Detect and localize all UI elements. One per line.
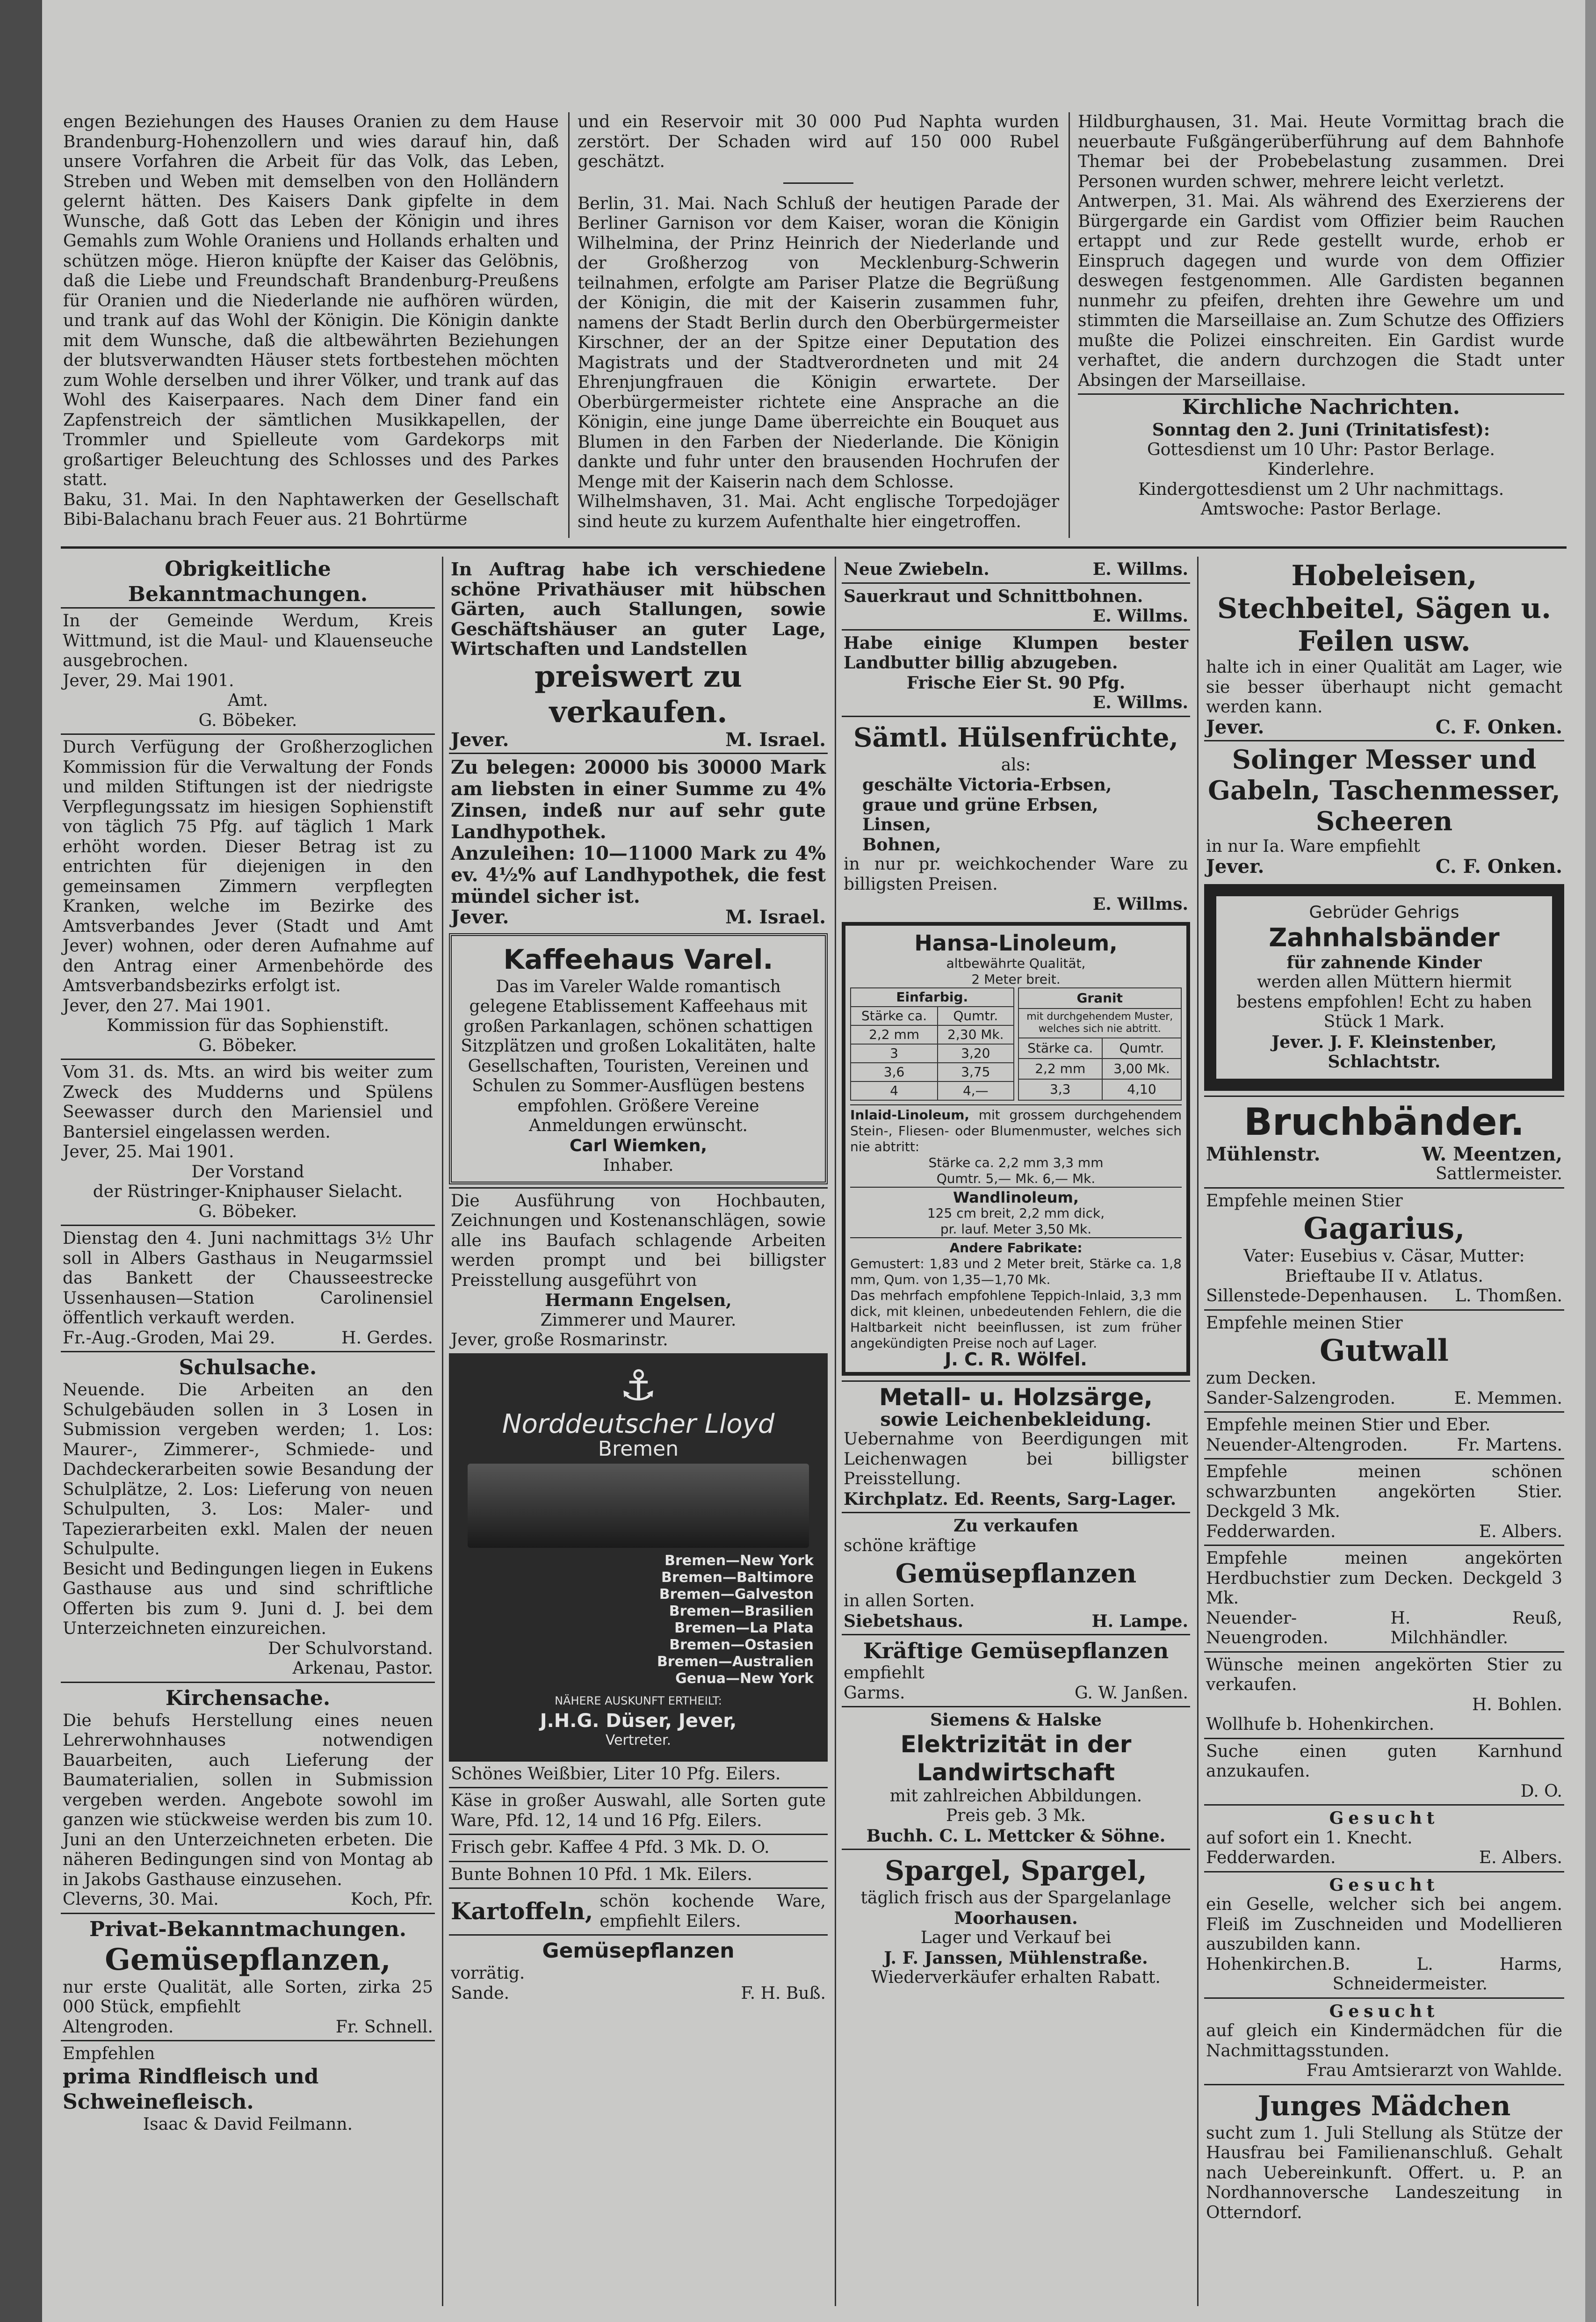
ad [842,582,1190,629]
ad-text: Empfehle meinen Stier und Eber. [1206,1415,1491,1435]
ad-text: täglich frisch aus der Spargelanlage [860,1888,1171,1908]
ad [1204,2084,1564,2226]
ad-text: Empfehle meinen Stier [1206,1191,1403,1211]
ad-text: schön kochende Ware, empfiehlt Eilers. [599,1892,826,1931]
ads-column-2 [449,557,828,2306]
ad-text: werden allen Müttern hiermit bestens empfohlen! Echt zu haben Stück 1 Mark. [1236,972,1532,1031]
ad-text: Anzuleihen: 10—11000 Mark zu 4% ev. 4½% auf Landhypothek, die fest mündel sicher ist. [451,842,826,907]
ad-text: Neue Zwiebeln. [844,559,989,579]
ad-text: Gebrüder Gehrigs [1309,903,1459,922]
anchor-icon: ⚓ [619,1361,657,1410]
notice-signature: G. Böbeker. [198,1036,297,1055]
ad-headline: Gesucht [1329,2001,1439,2021]
ad-signature: E. Willms. [1092,559,1188,579]
ad [61,2040,435,2137]
ad-signature: Kirchplatz. Ed. Reents, Sarg-Lager. [844,1489,1177,1509]
ad-signature: G. W. Janßen. [1074,1683,1188,1703]
ad-headline: Zahnhalsbänder [1269,922,1500,952]
cell: 3,3 [1018,1079,1102,1100]
ad-text: Frische Eier St. 90 Pfg. [906,673,1126,693]
table-row [1018,1059,1182,1079]
ad [842,1512,1190,1634]
ad-headline: preiswert zu verkaufen. [534,659,742,730]
ad-signature: H. Bohlen. [1472,1695,1562,1714]
ad-place: Moorhausen. [954,1908,1078,1928]
cell: 3,20 [938,1044,1013,1063]
ad-text: empfiehlt [844,1663,924,1683]
ad [1204,1187,1564,1309]
table-note: mit durchgehendem Muster, welches sich nie abtritt. [1018,1009,1182,1038]
ad-headline: Metall- u. Holzsärge, [879,1383,1153,1411]
ad-subheadline: Bremen [598,1437,679,1461]
school-title: Schulsache. [179,1356,317,1379]
ad-signature: E. Willms. [1092,894,1188,914]
ad-text: 2 Meter breit. [971,971,1061,987]
notice-signature: H. Gerdes. [341,1328,433,1348]
ad [1204,1096,1564,1187]
ad-place: Hohenkirchen. [1206,1954,1333,1974]
ad-signature: D. O. [1520,1781,1562,1801]
notice [61,1913,435,2040]
notice-signature: Der Schulvorstand. [268,1639,433,1658]
notice-org: Kommission für das Sophienstift. [106,1016,389,1035]
church-line: Kindergottesdienst um 2 Uhr nachmittags. [1138,479,1504,499]
ad-signature: Frau Amtsierarzt von Wahlde. [1306,2061,1562,2080]
list-item: Linsen, [862,815,932,834]
news-text: Wilhelmshaven, 31. Mai. Acht englische Torpedojäger sind heute zu kurzem Aufenthalte hier eingetroffen. [578,492,1059,531]
ad-place: Jever. [451,728,509,751]
ad-text: Stärke ca. 2,2 mm 3,3 mm [928,1154,1104,1170]
notice-date: Jever, 25. Mai 1901. [63,1142,234,1161]
column-rule [442,557,443,2306]
ad-headline: Spargel, Spargel, [885,1855,1147,1887]
ad [842,1380,1190,1512]
ad [449,1934,828,2006]
ad-text: nur erste Qualität, alle Sorten, zirka 25 000 Stück, empfiehlt [63,1977,433,2017]
ad-signature: E. Memmen. [1454,1388,1562,1408]
church-line: Gottesdienst um 10 Uhr: Pastor Berlage. [1147,440,1495,459]
ad-text: Suche einen guten Karnhund anzukaufen. [1206,1742,1562,1781]
ad-headline: Gagarius, [1303,1211,1465,1246]
ad-text: Qumtr. 5,— Mk. 6,— Mk. [936,1170,1096,1186]
route: Bremen—New York [664,1553,814,1569]
ad-text: Das im Vareler Walde romantisch gelegene Etablissement Kaffeehaus mit großen Parkanlagen, schönen schattigen Sitzplätzen und großen Lokalitäten, halte Gesellschaften, Touristen, Vereinen und Schulen zu Sommer-Ausflügen bestens empfohlen. Größere Vereine Anmeldungen erwünscht. [461,977,816,1135]
route: Bremen—Ostasien [669,1637,814,1653]
ads-column-4 [1204,557,1564,2306]
ad-headline: Gemüsepflanzen, [105,1942,391,1977]
table-row [851,1063,1014,1081]
ad-text: pr. lauf. Meter 3,50 Mk. [940,1221,1092,1237]
ad [449,557,828,753]
ad-signature: Carl Wiemken, [569,1136,707,1155]
ad [1204,1458,1564,1545]
ad [449,1861,828,1888]
ad-text: Wünsche meinen angekörten Stier zu verkaufen. [1206,1655,1562,1694]
ad-norddeutscher-lloyd [449,1353,828,1760]
notice-date: Jever, 29. Mai 1901. [63,671,234,690]
table-row [1018,1079,1182,1100]
ad-place: Sillenstede-Depenhausen. [1206,1286,1428,1306]
ad-headline: Solinger Messer und Gabeln, Taschenmesser, Scheeren [1208,744,1560,837]
ad-text: sucht zum 1. Juli Stellung als Stütze der Hausfrau bei Familienanschluß. Gehalt nach Uebereinkunft. Offert. u. P. an Nordhannoversche Landeszeitung in Otterndorf. [1206,2123,1562,2222]
list-item: Bohnen, [862,834,941,855]
table-title: Einfarbig. [851,988,1014,1007]
ad [842,557,1190,582]
table-row [851,1044,1014,1063]
ad-signature: E. Willms. [1092,606,1188,626]
ad-role: Inhaber. [603,1156,674,1175]
ad-text: Bunte Bohnen 10 Pfd. 1 Mk. Eilers. [451,1865,752,1884]
ad-text: 125 cm breit, 2,2 mm dick, [927,1205,1105,1221]
ad-text: Wiederverkäufer erhalten Rabatt. [871,1968,1161,1987]
private-notices-title: Privat-Bekanntmachungen. [89,1917,407,1941]
notice-text: Dienstag den 4. Juni nachmittags 3½ Uhr soll in Albers Gasthaus in Neugarmssiel das Bankett der Chausseestrecke Ussenhausen—Station Carolinensiel öffentlich verkauft werden. [63,1229,433,1328]
notice [61,733,435,1059]
ad-subheadline: Inlaid-Linoleum, [850,1107,970,1123]
ad-signature: E. Albers. [1479,1848,1562,1867]
column-rule [568,112,570,538]
ad [842,1634,1190,1706]
ad-text: Siemens & Halske [930,1710,1102,1730]
ad-headline: Bruchbänder. [1244,1100,1524,1144]
notice-signature: G. Böbeker. [198,1202,297,1221]
cell: 2,30 Mk. [938,1025,1013,1044]
church-title: Kirchliche Nachrichten. [1078,393,1564,420]
ad-signature: Fr. Schnell. [335,2017,433,2037]
ad [1204,740,1564,879]
cell: 4,— [938,1081,1013,1100]
ad-place: Fedderwarden. [1206,1522,1336,1541]
ad-subheadline: sowie Leichenbekleidung. [880,1408,1152,1430]
ad-signature: J.H.G. Düser, Jever, [540,1710,737,1732]
ad-text: als: [1001,755,1031,775]
ad-text: Zu belegen: 20000 bis 30000 Mark am liebsten in einer Summe zu 4% Zinsen, indeß nur auf sehr gute Landhypothek. [451,756,826,843]
ad-signature: L. Thomßen. [1455,1286,1562,1306]
ad [1204,1411,1564,1458]
news-column-2 [578,112,1059,538]
notice-place: Cleverns, 30. Mai. [63,1890,219,1909]
column-rule [1197,557,1199,2306]
news-text: Hildburghausen, 31. Mai. Heute Vormittag brach die neuerbaute Fußgängerüberführung auf dem Bahnhofe Themar bei der Probebelastung zusammen. Drei Personen wurden schwer, mehrere leicht verletzt. [1078,112,1564,191]
column-header: Stärke ca. [851,1007,938,1025]
ad [1204,1804,1564,1871]
cell: 3 [851,1044,938,1063]
ad-text: auf gleich ein Kindermädchen für die Nachmittagsstunden. [1206,2021,1562,2061]
ad [842,716,1190,917]
ad [449,1887,828,1934]
route-list [454,1553,823,1687]
ad-text: Sauerkraut und Schnittbohnen. [844,586,1143,606]
ad-text: in nur Ia. Ware empfiehlt [1206,837,1420,856]
cell: 2,2 mm [851,1025,938,1044]
notice [61,1225,435,1351]
column-rule [835,557,836,2306]
ad-text: Empfehlen [63,2044,155,2063]
ad-headline: Elektrizität in der Landwirtschaft [900,1730,1132,1786]
ad-headline: Hansa-Linoleum, [914,930,1118,956]
ad [1204,1309,1564,1412]
section-rule [61,546,1567,549]
column-header: Qumtr. [1102,1038,1181,1059]
route: Genua—New York [675,1670,814,1687]
ad-place: Siebetshaus. [844,1611,964,1631]
ad [842,1706,1190,1849]
route: Bremen—Brasilien [669,1603,814,1619]
ad-text: schöne kräftige [844,1536,976,1555]
ad-text: Vater: Eusebius v. Cäsar, Mutter: Brieftaube II v. Atlatus. [1243,1247,1525,1286]
ad-place: Neuender-Neuengroden. [1206,1608,1329,1647]
ad-place: Fedderwarden. [1206,1848,1336,1867]
cell: 4 [851,1081,938,1100]
notice-text: Neuende. Die Arbeiten an den Schulgebäuden sollen in 3 Losen in Submission vergeben werden; 1. Los: Maurer-, Zimmerer-, Schmiede- und Dachdeckerarbeiten sowie Besandung der Schulplätze, 2. Los: Lieferung von neuen Schulpulten, 3. Los: Maler- und Tapezierarbeiten exkl. Malen der neuen Schulpulte. [63,1380,433,1559]
ads-column-3 [842,557,1190,2306]
notice-text: Vom 31. ds. Mts. an wird bis weiter zum Zweck des Mudderns und Spülens Seewasser durch den Mariensiel und Bantersiel eingelassen werden. [63,1063,433,1142]
ad-text: vorrätig. [451,1964,525,1983]
table-title: Granit [1018,988,1182,1009]
ad-signature: Fr. Martens. [1457,1435,1562,1455]
ad [449,1787,828,1834]
steamship-illustration [468,1464,809,1548]
notice-signature: Arkenau, Pastor. [292,1659,433,1678]
news-text: Berlin, 31. Mai. Nach Schluß der heutigen Parade der Berliner Garnison vor dem Kaiser, woran die Königin Wilhelmina, der Prinz Heinrich der Niederlande und der Großherzog von Mecklenburg-Schwerin teilnahmen, erfolgte am Pariser Platze die Begrüßung der Königin, die mit der Kaiserin zusammen fuhr, namens der Stadt Berlin durch den Oberbürgermeister Kirschner, der an der Spitze einer Deputation des Magistrats und der Stadtverordneten und mit 24 Ehrenjungfrauen die Königin erwartete. Der Oberbürgermeister richtete eine Ansprache an die Königin, eine junge Dame überreichte ein Bouquet aus Blumen in den Farben der Niederlande. Die Königin dankte und fuhr unter den brausenden Hochrufen der Menge mit der Kaiserin nach dem Schlosse. [578,194,1059,492]
church-line: Amtswoche: Pastor Berlage. [1200,500,1442,519]
ad [449,753,828,930]
ad-text: Das mehrfach empfohlene Teppich-Inlaid, 3,3 mm dick, mit kleinen, unbedeutenden Fehlern, die die Haltbarkeit nicht beeinflussen, ist zum früher angekündigten Preise noch auf Lager. [850,1287,1182,1351]
column-header: Stärke ca. [1018,1038,1102,1059]
ad-text: In Auftrag habe ich verschiedene schöne Privathäuser mit hübschen Gärten, auch Stallungen, sowie Geschäftshäuser an guter Lage, Wirtschaften und Landstellen [451,559,826,659]
ad-signature: C. F. Onken. [1435,716,1562,738]
ad-zahnhalsbaender [1204,884,1564,1091]
ad-linoleum [842,922,1190,1376]
ad-signature: Jever. J. F. Kleinstenber, Schlachtstr. [1271,1032,1497,1072]
ad [449,1834,828,1861]
ads-column-1 [61,557,435,2306]
ad-text: Empfehle meinen schönen schwarzbunten angekörten Stier. Deckgeld 3 Mk. [1206,1462,1562,1521]
ad-text: Gemustert: 1,83 und 2 Meter breit, Stärke ca. 1,8 mm, Qum. von 1,35—1,70 Mk. [850,1255,1182,1287]
ad-text: ein Geselle, welcher sich bei angem. Fleiß im Zuschneiden und Modellieren auszubilden kann. [1206,1895,1562,1954]
ad [1204,1738,1564,1805]
scan-gutter [0,0,42,2322]
notice [61,1059,435,1225]
ad-signature: J. C. R. Wölfel. [945,1349,1087,1370]
route: Bremen—Galveston [659,1586,814,1603]
ad-signature: Hermann Engelsen, [545,1291,732,1310]
news-column-3 [1078,112,1564,538]
ad-subheadline: Andere Fabrikate: [949,1240,1083,1255]
ad-headline: Gesucht [1329,1875,1439,1895]
ad-signature: Isaac & David Feilmann. [143,2114,353,2134]
ad-text: Empfehle meinen angekörten Herdbuchstier zum Decken. Deckgeld 3 Mk. [1206,1549,1562,1608]
newspaper-page [42,0,1585,2322]
route: Bremen—Baltimore [661,1569,814,1586]
ad-subheadline: für zahnende Kinder [1286,952,1482,972]
notice-text: Besicht und Bedingungen liegen in Eukens Gasthause aus und sind schriftliche Offerten bis zum 9. Juni d. J. bei dem Unterzeichneten einzureichen. [63,1559,433,1638]
official-notices-title: Obrigkeitliche Bekanntmachungen. [128,557,368,606]
news-text: Antwerpen, 31. Mai. Als während des Exerzierens der Bürgergarde ein Gardist vom Offizier beim Rauchen ertappt und zur Rede gestellt wurde, erhob er Einspruch dagegen und wurde von dem Offizier deswegen festgenommen. Alle Gardisten begannen nunmehr zu pfeifen, drehten ihre Gewehre um und stimmten die Marseillaise an. Zum Schutze des Offiziers mußte die Polizei einschreiten. Ein Gardist wurde verhaftet, die andern durchzogen die Stadt unter Absingen der Marseillaise. [1078,192,1564,390]
ad-signature: B. L. Harms, Schneidermeister. [1332,1954,1562,1994]
notice-text: Durch Verfügung der Großherzoglichen Kommission für die Verwaltung der Fonds und milden Stiftungen ist der niedrigste Verpflegungssatz im hiesigen Sophienstift von täglich 75 Pfg. auf täglich 1 Mark erhöht worden. Dieser Betrag ist zu entrichten für diejenigen in den gemeinsamen Zimmern verpflegten Kranken, welche im Bezirke des Amtsverbandes Jever (Stadt und Amt Jever) wohnen, oder deren Aufnahme auf den Antrag einer Armenbehörde des Amtsverbandsbezirks erfolgt ist. [63,738,433,995]
column-rule [1069,112,1070,538]
church-subtitle: Sonntag den 2. Juni (Trinitatisfest): [1152,420,1490,440]
news-column-1 [63,112,559,538]
ad-place: Mühlenstr. [1206,1143,1321,1165]
ad-role: Sattlermeister. [1436,1164,1562,1183]
route: Bremen—Australien [657,1654,814,1670]
ad-place: Garms. [844,1683,905,1703]
notice-place: Fr.-Aug.-Groden, Mai 29. [63,1328,275,1348]
ad-signature: H. Reuß, Milchhändler. [1390,1608,1562,1647]
ad-text: in allen Sorten. [844,1591,975,1611]
ad-signature: C. F. Onken. [1435,855,1562,878]
church-line: Kinderlehre. [1267,460,1375,479]
ad-place: Neuender-Altengroden. [1206,1435,1408,1455]
ad-place: Sande. [451,1983,510,2003]
table-row [851,1081,1014,1100]
notice-org: Amt. [227,691,268,710]
ad-text: halte ich in einer Qualität am Lager, wie sie besser überhaupt nicht gemacht werden kann. [1206,658,1562,717]
ad [842,1849,1190,1991]
ad-text: Uebernahme von Beerdigungen mit Leichenwagen bei billigster Preisstellung. [844,1429,1188,1488]
ad [449,1760,828,1787]
ad-signature: F. H. Buß. [741,1983,826,2003]
ad-headline: prima Rindfleisch und Schweinefleisch. [63,2064,319,2114]
price-table-einfarbig [850,987,1014,1101]
ad-role: Vertreter. [605,1732,672,1749]
notice [61,1351,435,1682]
ad-text: mit grossem durchgehendem Stein-, Fliesen- oder Blumenmuster, welches sich nie abtritt: [850,1107,1182,1154]
ad-text: Die Ausführung von Hochbauten, Zeichnungen und Kostenanschlägen, sowie alle ins Baufach schlagende Arbeiten werden prompt und bei billigster Preisstellung ausgeführt von [451,1191,826,1290]
ad-price: Preis geb. 3 Mk. [946,1806,1086,1825]
ad-signature: J. F. Janssen, Mühlenstraße. [884,1948,1148,1968]
cell: 2,2 mm [1018,1059,1102,1079]
separator [783,182,853,184]
news-text: engen Beziehungen des Hauses Oranien zu dem Hause Brandenburg-Hohenzollern und wies darauf hin, daß unsere Vorfahren die Arbeit für das Volk, das Leben, Streben und Weben mit demselben von den Holländern gelernt hätten. Des Kaisers Dank gipfelte in dem Wunsche, daß Gott das Leben der Königin und ihres Gemahls zum Wohle Oraniens und Hollands erhalten und schützen möge. Hieron knüpfte der Kaiser das Gelöbnis, daß die Liebe und Freundschaft Brandenburg-Preußens für Oranien und die Niederlande nie aufhören würden, und trank auf das Wohl der Königin. Die Königin dankte mit dem Wunsche, daß die altbewährten Beziehungen der blutsverwandten Häuser stets fortbestehen möchten zum Wohle derselben und ihrer Völker, und trank auf das Wohl des Kaiserpaares. Nach dem Diner fand ein Zapfenstreich der sämtlichen Musikkapellen, der Trommler und Spielleute vom Gardekorps mit großartiger Beleuchtung des Schlosses und des Parkes statt. [63,112,559,489]
ad-headline: Junges Mädchen [1257,2090,1511,2122]
list-item: geschälte Victoria-Erbsen, [862,775,1112,795]
notice [61,1682,435,1913]
ad-headline: Gutwall [1320,1333,1449,1368]
ad [1204,1545,1564,1651]
ad-headline: Gemüsepflanzen [895,1558,1137,1589]
ad-role: Zimmerer und Maurer. [540,1310,737,1330]
ad-headline: Sämtl. Hülsenfrüchte, [853,722,1178,753]
cell: 4,10 [1102,1079,1181,1100]
ad-headline: Norddeutscher Lloyd [502,1408,775,1439]
ad [1204,557,1564,740]
ad-text: in nur pr. weichkochender Ware zu billigsten Preisen. [844,855,1188,894]
price-table-granit [1018,987,1182,1101]
ad-text: Zu verkaufen [953,1516,1078,1536]
ad-signature: M. Israel. [725,906,826,928]
ad-text: Lager und Verkauf bei [920,1928,1112,1947]
ad-text: Schönes Weißbier, Liter 10 Pfg. Eilers. [451,1764,781,1784]
table-row [851,1025,1014,1044]
ad-place: Sander-Salzengroden. [1206,1388,1396,1408]
ad-place: Jever. [451,906,509,928]
cell: 3,00 Mk. [1102,1059,1181,1079]
ad-subheadline: Wandlinoleum, [953,1188,1079,1206]
ad-headline: Gesucht [1329,1808,1439,1828]
ad-signature: Buchh. C. L. Mettcker & Söhne. [866,1826,1166,1846]
ad-text: Habe einige Klumpen bester Landbutter billig abzugeben. [844,633,1188,673]
ad-signature: M. Israel. [725,728,826,751]
ad [1204,1997,1564,2084]
church-notice-title: Kirchensache. [165,1686,331,1710]
ad-place: Jever. [1206,855,1264,878]
ad-place: Altengroden. [63,2017,174,2037]
notice-date: Jever, den 27. Mai 1901. [63,996,271,1016]
ad-headline: Hobeleisen, Stechbeitel, Sägen u. Feilen usw. [1217,559,1552,658]
ad [1204,1871,1564,1997]
news-text: Baku, 31. Mai. In den Naphtawerken der Gesellschaft Bibi-Balachanu brach Feuer aus. 21 Bohrtürme [63,490,559,529]
notice-signature: G. Böbeker. [198,711,297,730]
ad [842,629,1190,716]
ad-headline: Kaffeehaus Varel. [503,943,773,975]
ad-kaffeehaus [449,933,828,1184]
ad-text: NÄHERE AUSKUNFT ERTHEILT: [555,1694,722,1707]
ad-signature: W. Meentzen, [1422,1143,1562,1165]
notice-signature: Koch, Pfr. [350,1890,433,1909]
ad-headline: Gemüsepflanzen [542,1939,735,1963]
ad-text: zum Decken. [1206,1369,1316,1388]
notice-text: In der Gemeinde Werdum, Kreis Wittmund, ist die Maul- und Klauenseuche ausgebrochen. [63,611,433,670]
cell: 3,75 [938,1063,1013,1081]
ad-text: Käse in großer Auswahl, alle Sorten gute Ware, Pfd. 12, 14 und 16 Pfg. Eilers. [451,1791,826,1830]
ad [1204,1651,1564,1738]
list-item: graue und grüne Erbsen, [862,795,1098,815]
ad-headline: Kartoffeln, [451,1897,593,1925]
cell: 3,6 [851,1063,938,1081]
ad-text: mit zahlreichen Abbildungen. [889,1786,1142,1806]
notice [61,607,435,733]
ad-text: auf sofort ein 1. Knecht. [1206,1828,1413,1848]
ad-place: Jever, große Rosmarinstr. [451,1330,668,1350]
ad-text: Empfehle meinen Stier [1206,1313,1403,1333]
ad-text: altbewährte Qualität, [946,955,1086,971]
ad [449,1187,828,1353]
news-text: und ein Reservoir mit 30 000 Pud Naphta wurden zerstört. Der Schaden wird auf 150 000 Rubel geschätzt. [578,112,1059,171]
ad-place: Wollhufe b. Hohenkirchen. [1206,1715,1435,1734]
notice-org: Der Vorstand [191,1162,304,1182]
ad-signature: E. Willms. [1092,693,1188,712]
ad-headline: Kräftige Gemüsepflanzen [863,1638,1169,1663]
ad-text: Frisch gebr. Kaffee 4 Pfd. 3 Mk. D. O. [451,1838,770,1857]
notice-org: der Rüstringer-Kniphauser Sielacht. [93,1182,403,1201]
ad-signature: H. Lampe. [1091,1611,1188,1631]
ad-signature: E. Albers. [1479,1522,1562,1541]
ad-place: Jever. [1206,716,1264,738]
notice-text: Die behufs Herstellung eines neuen Lehrerwohnhauses notwendigen Bauarbeiten, auch Lieferung der Baumaterialien, sollen in Submission vergeben werden. Angebote sowohl im ganzen wie stückweise werden bis zum 10. Juni an den Unterzeichneten erbeten. Die näheren Bedingungen sind von Montag ab in Jakobs Gasthause einzusehen. [63,1711,433,1889]
column-header: Qumtr. [938,1007,1013,1025]
route: Bremen—La Plata [674,1620,814,1636]
